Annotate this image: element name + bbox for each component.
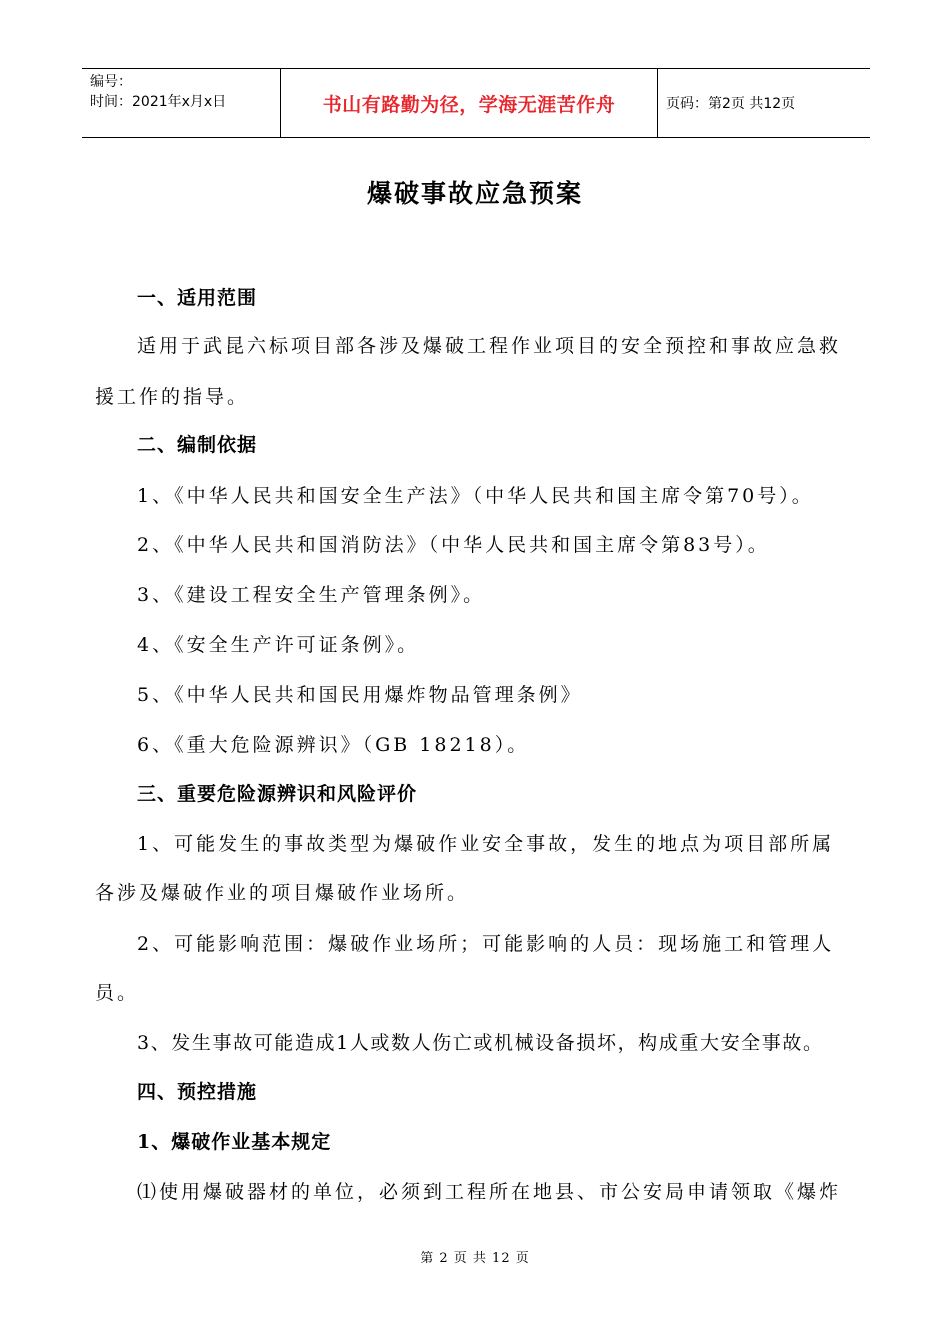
paragraph-line: 1、可能发生的事故类型为爆破作业安全事故，发生的地点为项目部所属 <box>137 833 835 855</box>
list-item: 6、《重大危险源辨识》（GB 18218）。 <box>137 734 530 756</box>
paragraph-line: 援工作的指导。 <box>95 386 250 408</box>
section-heading: 三、重要危险源辨识和风险评价 <box>137 783 418 805</box>
section-heading: 一、适用范围 <box>137 287 258 309</box>
document-header <box>82 68 870 138</box>
subsection-heading: 1、爆破作业基本规定 <box>137 1131 332 1153</box>
paragraph-line: 2、可能影响范围：爆破作业场所；可能影响的人员：现场施工和管理人 <box>137 933 835 955</box>
paragraph-line: 员。 <box>95 982 140 1004</box>
list-item: 2、《中华人民共和国消防法》（中华人民共和国主席令第83号）。 <box>137 534 770 556</box>
document-number-label: 编号： <box>90 74 132 90</box>
section-heading: 四、预控措施 <box>137 1081 258 1103</box>
paragraph-line: 适用于武昆六标项目部各涉及爆破工程作业项目的安全预控和事故应急救 <box>137 335 842 357</box>
section-heading: 二、编制依据 <box>137 434 258 456</box>
paragraph-line: 各涉及爆破作业的项目爆破作业场所。 <box>95 882 470 904</box>
document-title: 爆破事故应急预案 <box>366 179 583 208</box>
header-motto: 书山有路勤为径，学海无涯苦作舟 <box>280 69 658 137</box>
paragraph-line: ⑴使用爆破器材的单位，必须到工程所在地县、市公安局申请领取《爆炸 <box>137 1181 842 1203</box>
list-item: 1、《中华人民共和国安全生产法》（中华人民共和国主席令第70号）。 <box>137 485 814 507</box>
header-page-info: 页码：第2页 共12页 <box>666 96 796 112</box>
list-item: 3、《建设工程安全生产管理条例》。 <box>137 584 486 606</box>
list-item: 5、《中华人民共和国民用爆炸物品管理条例》 <box>137 684 583 706</box>
document-time-label: 时间：2021年x月x日 <box>90 94 227 110</box>
list-item: 4、《安全生产许可证条例》。 <box>137 634 420 656</box>
paragraph-line: 3、发生事故可能造成1人或数人伤亡或机械设备损坏，构成重大安全事故。 <box>137 1032 824 1054</box>
header-meta-cell <box>82 69 280 137</box>
page-footer: 第 2 页 共 12 页 <box>420 1251 530 1266</box>
